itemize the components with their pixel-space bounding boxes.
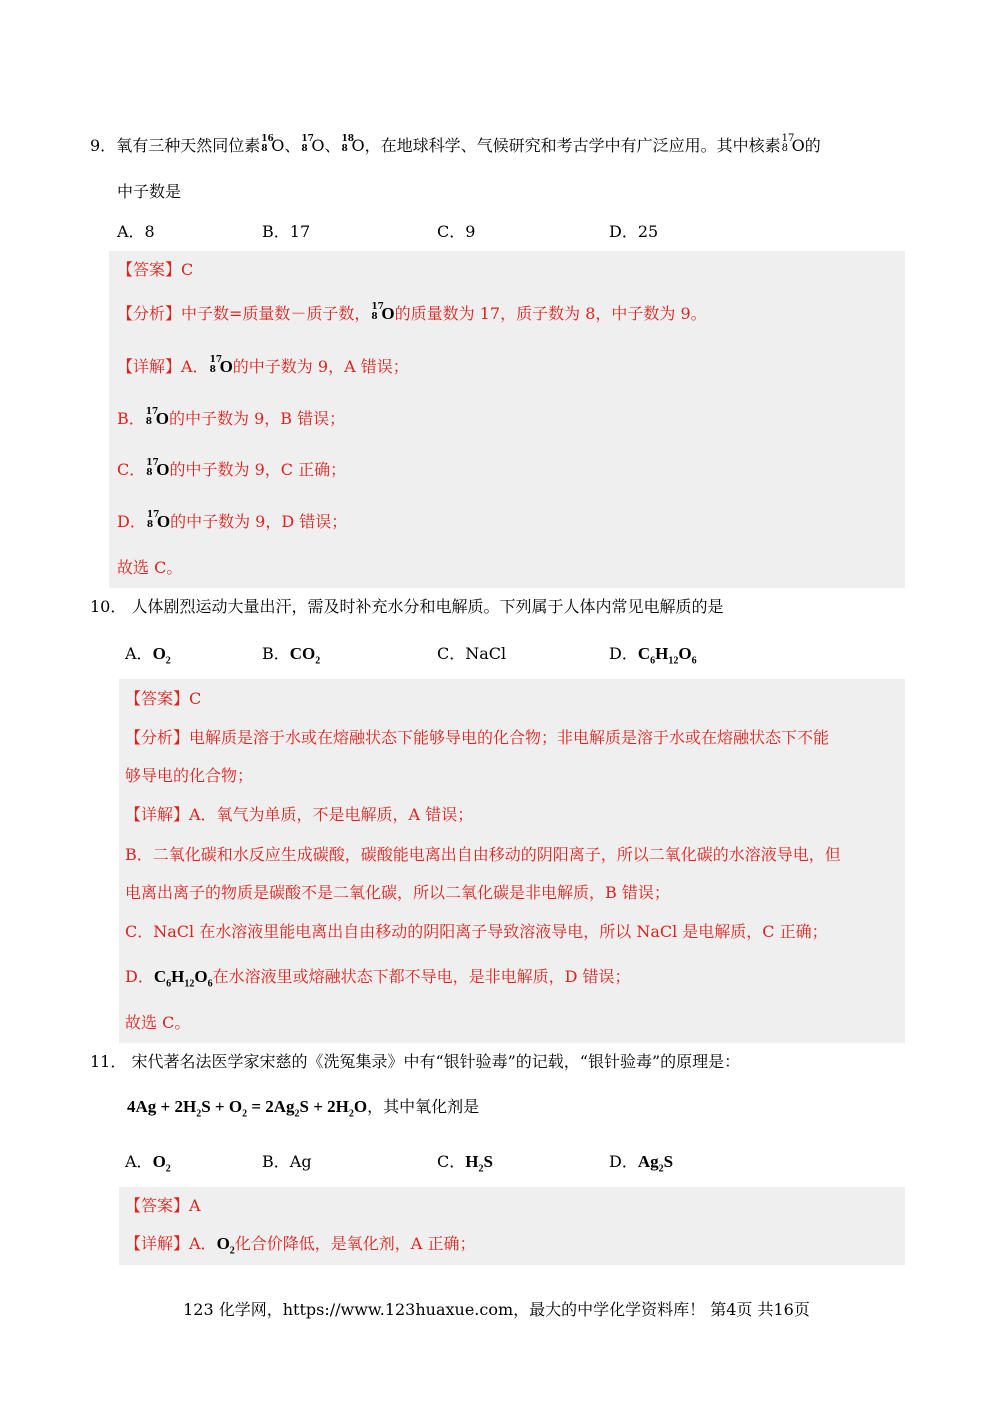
q10-analysis-2: 够导电的化合物； <box>125 766 254 785</box>
q10-option-c: C．NaCl <box>437 644 507 663</box>
q11-option-a: A．$O_2$ <box>125 1152 171 1175</box>
q10-detail-a: 【详解】A．氧气为单质，不是电解质，A 错误； <box>125 805 474 824</box>
q10-stem: 10． 人体剧烈运动大量出汗，需及时补充水分和电解质。下列属于人体内常见电解质的是 <box>90 597 724 616</box>
q11-stem: 11． 宋代著名法医学家宋慈的《洗冤集录》中有“银针验毒”的记载，“银针验毒”的原理是： <box>90 1052 741 1071</box>
q11-option-c: C．$H_2S$ <box>437 1152 493 1175</box>
q10-analysis-1: 【分析】电解质是溶于水或在熔融状态下能够导电的化合物；非电解质是溶于水或在熔融状态下不能 <box>125 728 830 747</box>
q9-stem-line1: 9．氧有三种天然同位素 16 8 O、 17 8 O、 18 8 O，在地球科学、气候研究和考古学中有广泛应用。其中核素 17 8 O的 <box>90 133 821 155</box>
q10-option-d: D．$C_6H_{12}O_6$ <box>609 644 697 667</box>
q11-detail: 【详解】A．$O_2$化合价降低，是氧化剂，A 正确； <box>125 1234 476 1257</box>
q9-option-c: C．9 <box>437 222 476 241</box>
q9-conclusion: 故选 C。 <box>117 558 183 577</box>
q11-option-d: D．$Ag_2S$ <box>609 1152 674 1175</box>
q10-detail-d: D．$C_6H_{12}O_6$在水溶液里或熔融状态下都不导电，是非电解质，D 错误； <box>125 967 631 990</box>
q9-stem-line2: 中子数是 <box>117 182 182 201</box>
q10-option-b: B．$CO_2$ <box>262 644 321 667</box>
q9-detail-b: B． 17 8 O的中子数为 9，B 错误； <box>117 407 346 428</box>
q10-detail-b2: 电离出离子的物质是碳酸不是二氧化碳，所以二氧化碳是非电解质，B 错误； <box>125 883 670 902</box>
q10-option-a: A．$O_2$ <box>125 644 171 667</box>
q10-conclusion: 故选 C。 <box>125 1013 191 1032</box>
q9-detail-d: D． 17 8 O的中子数为 9，D 错误； <box>117 510 348 531</box>
page-footer: 123 化学网，https://www.123huaxue.com，最大的中学化学资料库！ 第4页 共16页 <box>183 1300 810 1319</box>
q9-option-d: D．25 <box>609 222 659 241</box>
q9-option-a: A．8 <box>117 222 155 241</box>
q11-option-b: B．Ag <box>262 1152 312 1171</box>
q9-option-b: B．17 <box>262 222 311 241</box>
q11-answer: 【答案】A <box>125 1196 201 1215</box>
q9-answer: 【答案】C <box>117 260 194 279</box>
q9-detail-c: C． 17 8 O的中子数为 9，C 正确； <box>117 458 347 479</box>
q10-answer: 【答案】C <box>125 689 202 708</box>
q9-detail-a: 【详解】A． 17 8 O的中子数为 9，A 错误； <box>117 355 409 376</box>
q11-equation: $4Ag + 2H_2S + O_2 = 2Ag_2S + 2H_2O$，其中氧化剂是 <box>127 1097 480 1120</box>
isotope-o16: 16 8 <box>261 134 274 154</box>
q10-detail-c: C．NaCl 在水溶液里能电离出自由移动的阴阳离子导致溶液导电，所以 NaCl 是电解质，C 正确； <box>125 922 828 941</box>
q9-analysis: 【分析】中子数=质量数－质子数， 17 8 O的质量数为 17，质子数为 8，中子数为 9。 <box>117 302 707 323</box>
q10-detail-b1: B．二氧化碳和水反应生成碳酸，碳酸能电离出自由移动的阴阳离子，所以二氧化碳的水溶液导电，但 <box>125 845 841 864</box>
